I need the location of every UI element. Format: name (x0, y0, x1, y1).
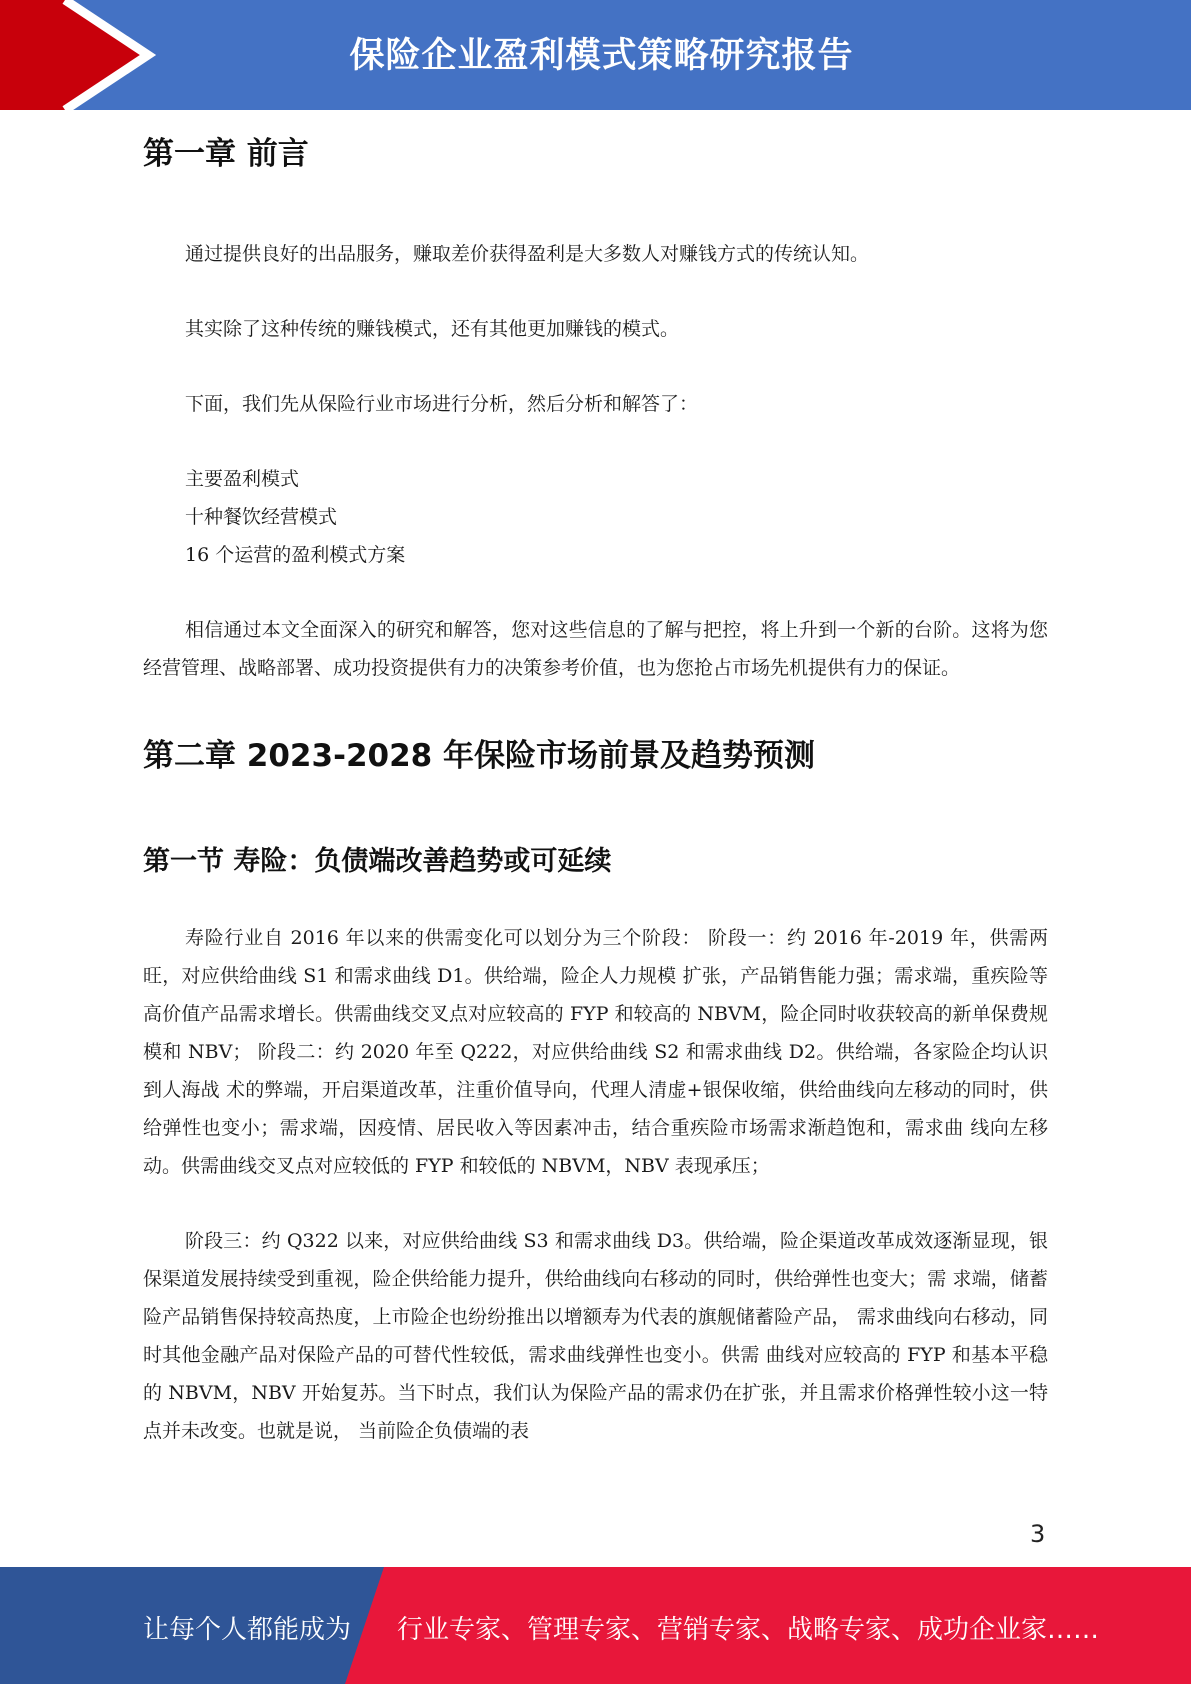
page-header (0, 0, 1191, 110)
footer-slogan-left: 让每个人都能成为 (143, 1615, 352, 1645)
chapter1-paragraph-3: 下面，我们先从保险行业市场进行分析，然后分析和解答了： (185, 393, 699, 415)
chapter1-list (143, 460, 1048, 574)
page-footer (0, 1567, 1191, 1684)
list-item: 16 个运营的盈利模式方案 (185, 544, 406, 566)
section1-heading: 第一节 寿险：负债端改善趋势或可延续 (143, 846, 612, 877)
list-item: 主要盈利模式 (185, 468, 300, 490)
chapter1-paragraph-2: 其实除了这种传统的赚钱模式，还有其他更加赚钱的模式。 (185, 318, 680, 340)
document-body (143, 128, 1048, 1450)
section1-paragraph-1: 寿险行业自 2016 年以来的供需变化可以划分为三个阶段： 阶段一：约 2016 年-2019 年，供需两旺，对应供给曲线 S1 和需求曲线 D1。供给端，险企人力规模 扩张，产品销售能力强；需求端，重疾险等高价值产品需求增长。供需曲线交叉点对应较高的 FYP 和较高的 NBVM，险企同时收获较高的新单保费规模和 NBV； 阶段二：约 2020 年至 Q222，对应供给曲线 S2 和需求曲线 D2。供给端，各家险企均认识到人海战 术的弊端，开启渠道改革，注重价值导向，代理人清虚+银保收缩，供给曲线向左移动的同时，供 给弹性也变小；需求端，因疫情、居民收入等因素冲击，结合重疾险市场需求渐趋饱和，需求曲 线向左移动。供需曲线交叉点对应较低的 FYP 和较低的 NBVM，NBV 表现承压； (143, 927, 1048, 1177)
chapter1-paragraph-1: 通过提供良好的出品服务，赚取差价获得盈利是大多数人对赚钱方式的传统认知。 (185, 243, 870, 265)
report-title: 保险企业盈利模式策略研究报告 (349, 36, 854, 76)
chapter1-heading: 第一章 前言 (143, 136, 309, 172)
chapter1-closing-paragraph: 相信通过本文全面深入的研究和解答，您对这些信息的了解与把控，将上升到一个新的台阶。这将为您经营管理、战略部署、成功投资提供有力的决策参考价值，也为您抢占市场先机提供有力的保证。 (143, 619, 1048, 679)
chapter2-heading: 第二章 2023-2028 年保险市场前景及趋势预测 (143, 738, 816, 774)
list-item: 十种餐饮经营模式 (185, 506, 338, 528)
footer-slogan-right: 行业专家、管理专家、营销专家、战略专家、成功企业家…… (397, 1615, 1100, 1645)
page-number: 3 (1030, 1520, 1046, 1548)
section1-paragraph-2: 阶段三：约 Q322 以来，对应供给曲线 S3 和需求曲线 D3。供给端，险企渠道改革成效逐渐显现，银 保渠道发展持续受到重视，险企供给能力提升，供给曲线向右移动的同时，供给弹性也变大；需 求端，储蓄险产品销售保持较高热度，上市险企也纷纷推出以增额寿为代表的旗舰储蓄险产品， 需求曲线向右移动，同时其他金融产品对保险产品的可替代性较低，需求曲线弹性也变小。供需 曲线对应较高的 FYP 和基本平稳的 NBVM，NBV 开始复苏。当下时点，我们认为保险产品的需求仍在扩张，并且需求价格弹性较小这一特点并未改变。也就是说， 当前险企负债端的表 (143, 1230, 1048, 1442)
